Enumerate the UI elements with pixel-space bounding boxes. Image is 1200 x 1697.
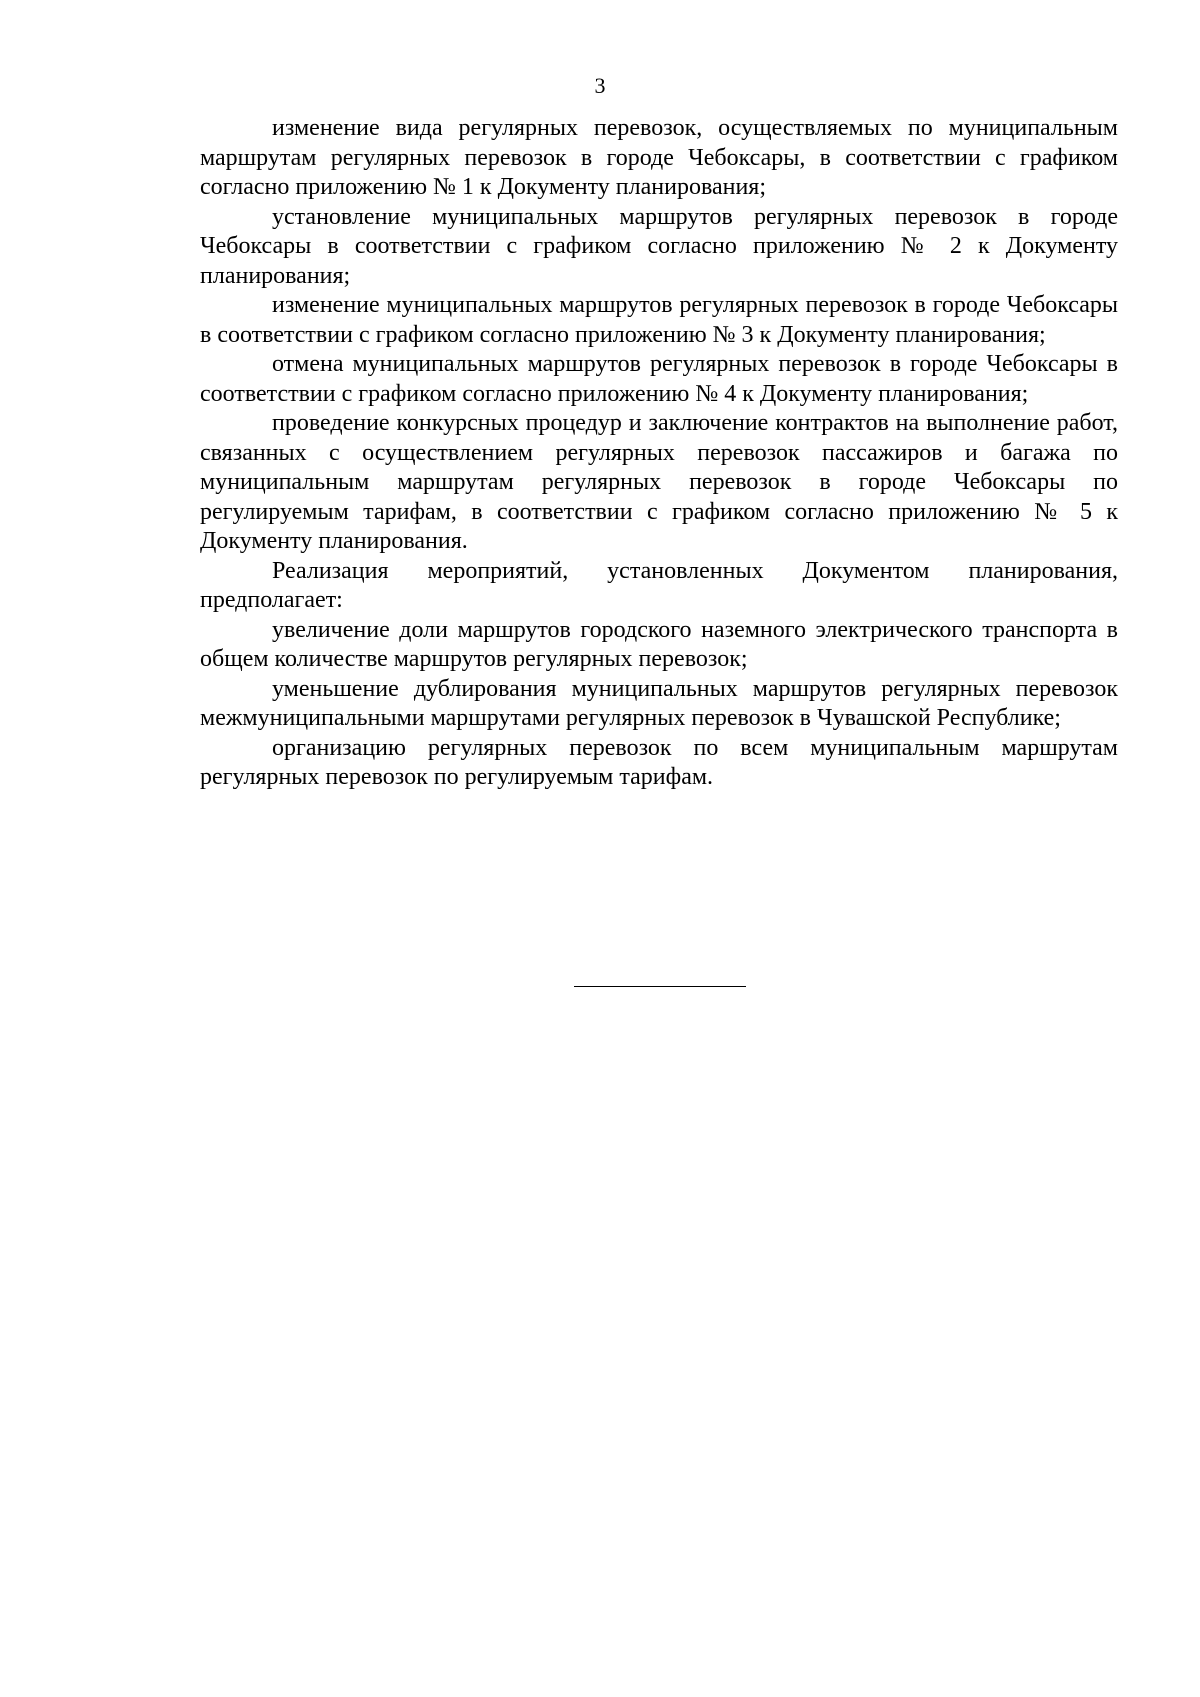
end-separator-line — [574, 986, 746, 987]
paragraph-regulated-tariffs: организацию регулярных перевозок по всем муниципальным маршрутам регулярных перевозок по регулируемым тарифам. — [200, 734, 1118, 790]
document-body — [200, 114, 1118, 793]
paragraph-change-routes: изменение муниципальных маршрутов регулярных перевозок в городе Чебоксары в соответствии с графиком согласно приложению № 3 к Документу планирования; — [200, 292, 1118, 348]
paragraph-change-transport-type: изменение вида регулярных перевозок, осуществляемых по муниципальным маршрутам регулярных перевозок в городе Чебоксары, в соответствии с графиком согласно приложению № 1 к Документу планирования; — [200, 115, 1118, 200]
paragraph-tender-procedures: проведение конкурсных процедур и заключение контрактов на выполнение работ, связанных с осуществлением регулярных перевозок пассажиров и багажа по муниципальным маршрутам регулярных перевозок в городе Чебоксары по регулируемым тарифам, в соответствии с графиком согласно приложению № 5 к Документу планирования. — [200, 410, 1118, 554]
paragraph-cancel-routes: отмена муниципальных маршрутов регулярных перевозок в городе Чебоксары в соответствии с графиком согласно приложению № 4 к Документу планирования; — [200, 351, 1118, 407]
paragraph-implementation-intro: Реализация мероприятий, установленных Документом планирования, предполагает: — [200, 557, 1118, 613]
paragraph-reduce-duplication: уменьшение дублирования муниципальных маршрутов регулярных перевозок межмуниципальными маршрутами регулярных перевозок в Чувашской Республике; — [200, 675, 1118, 731]
page-number: 3 — [594, 73, 606, 98]
paragraph-establish-routes: установление муниципальных маршрутов регулярных перевозок в городе Чебоксары в соответствии с графиком согласно приложению № 2 к Документу планирования; — [200, 203, 1118, 289]
paragraph-electric-transport-share: увеличение доли маршрутов городского наземного электрического транспорта в общем количестве маршрутов регулярных перевозок; — [200, 616, 1118, 672]
